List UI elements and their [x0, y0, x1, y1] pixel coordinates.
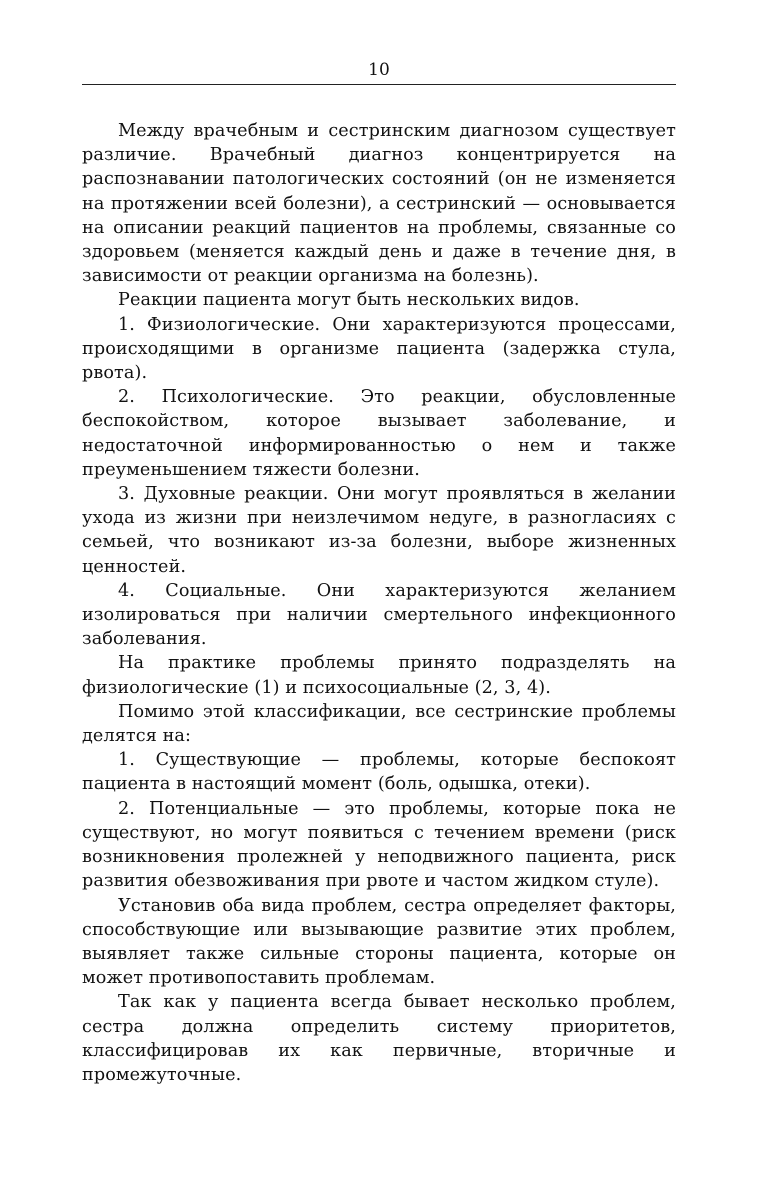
paragraph-diagnosis-difference: Между врачебным и сестринским диагнозом существует различие. Врачебный диагноз концентрируется на распознавании патологических состояний (он не изменяется на протяжении всей болезни), а сестринский — основывается на описании реакций пациентов на проблемы, связанные со здоровьем (меняется каждый день и даже в течение дня, в зависимости от реакции организма на болезнь). [82, 121, 676, 287]
book-page [82, 58, 676, 1087]
paragraph-psychological: 2. Психологические. Это реакции, обусловленные беспокойством, которое вызывает заболевание, и недостаточной информированностью о нем и также преуменьшением тяжести болезни. [82, 387, 676, 480]
body-text [82, 119, 676, 1087]
paragraph-reaction-types: Реакции пациента могут быть нескольких видов. [118, 290, 580, 311]
paragraph-physiological: 1. Физиологические. Они характеризуются процессами, происходящими в организме пациента (задержка стула, рвота). [82, 314, 676, 384]
paragraph-classification: Помимо этой классификации, все сестринские проблемы делятся на: [82, 701, 676, 747]
paragraph-existing: 1. Существующие — проблемы, которые беспокоят пациента в настоящий момент (боль, одышка, отеки). [82, 750, 676, 795]
paragraph-social: 4. Социальные. Они характеризуются желанием изолироваться при наличии смертельного инфекционного заболевания. [82, 580, 676, 650]
paragraph-factors: Установив оба вида проблем, сестра определяет факторы, способствующие или вызывающие развитие этих проблем, выявляет также сильные стороны пациента, которые он может противопоставить проблемам. [82, 895, 676, 989]
paragraph-potential: 2. Потенциальные — это проблемы, которые пока не существуют, но могут появиться с течением времени (риск возникновения пролежней у неподвижного пациента, риск развития обезвоживания при рвоте и частом жидком стуле). [82, 798, 676, 892]
page-number: 10 [368, 60, 390, 80]
paragraph-practice: На практике проблемы принято подразделять на физиологические (1) и психосоциальные (2, 3, 4). [82, 653, 676, 698]
header-rule [82, 84, 676, 85]
paragraph-spiritual: 3. Духовные реакции. Они могут проявляться в желании ухода из жизни при неизлечимом недуге, в разногласиях с семьей, что возникают из-за болезни, выборе жизненных ценностей. [82, 484, 676, 577]
paragraph-priorities: Так как у пациента всегда бывает несколько проблем, сестра должна определить систему приоритетов, классифицировав их как первичные, вторичные и промежуточные. [82, 992, 676, 1085]
